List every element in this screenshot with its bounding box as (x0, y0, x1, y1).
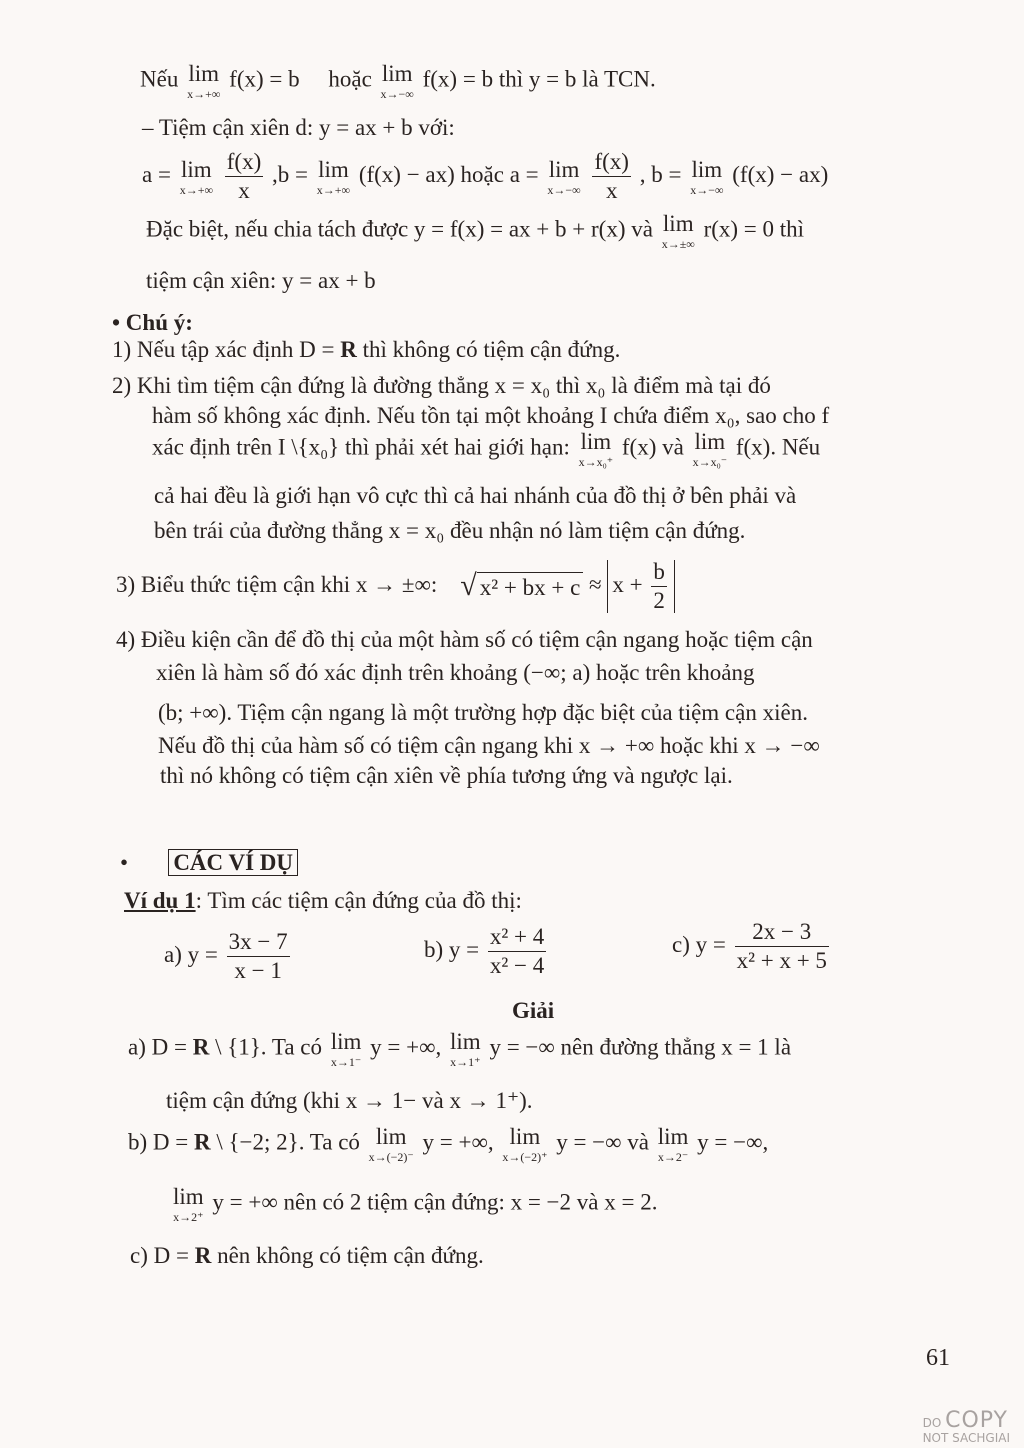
text: a) y = (164, 941, 218, 967)
lim-sub: x→1⁻ (330, 1055, 362, 1069)
watermark-bottom (923, 1432, 1010, 1444)
text: hoặc (328, 66, 372, 92)
text: c) D = (130, 1243, 189, 1268)
text: y = −∞ nên đường thẳng x = 1 là (489, 1034, 792, 1060)
lim-expr (187, 62, 220, 100)
tcn-line (140, 62, 656, 100)
lim-expr (369, 1125, 414, 1163)
lim-expr (547, 158, 580, 196)
example-1-title (124, 888, 522, 914)
text: a = (142, 161, 171, 187)
lim-word: lim (548, 156, 580, 182)
text: \ {−2; 2}. Ta có (216, 1129, 360, 1155)
abs-expr (607, 560, 674, 613)
tcx-special (146, 212, 804, 250)
lim-sub: x→+∞ (316, 182, 351, 197)
note-4-line1: 4) Điều kiện cần để đồ thị của một hàm số có tiệm cận ngang hoặc tiệm cận (116, 627, 813, 652)
lim-word: lim (318, 156, 349, 182)
text: f(x) và (621, 434, 684, 460)
lim-word: lim (173, 1184, 204, 1209)
lim-word: lim (657, 1124, 689, 1149)
note-3 (116, 560, 675, 613)
denominator: x (605, 178, 618, 204)
lim-expr (331, 1030, 362, 1068)
radicand: x² + bx + c (477, 572, 584, 601)
lim-word: lim (381, 61, 413, 86)
numerator: 3x − 7 (227, 930, 290, 957)
text: f(x). Nếu (735, 434, 821, 460)
note-4-line5: thì nó không có tiệm cận xiên về phía tương ứng và ngược lại. (160, 763, 733, 788)
text: Đặc biệt, nếu chia tách được y = f(x) = ax + b + r(x) và (146, 216, 653, 242)
text: (f(x) − ax) hoặc a = (358, 161, 539, 187)
lim-word: lim (375, 1124, 407, 1149)
lim-word: lim (580, 429, 612, 454)
denominator: x² + x + 5 (736, 948, 827, 974)
solution-b-line2 (170, 1185, 657, 1223)
numerator: b (651, 560, 667, 587)
lim-expr (662, 212, 695, 250)
text: : Tìm các tiệm cận đứng của đồ thị: (195, 888, 522, 913)
lim-sub: x→1⁺ (450, 1055, 481, 1069)
bullet: • (120, 850, 129, 875)
text: \ {1}. Ta có (215, 1034, 322, 1060)
lim-sub: x→(−2)⁻ (368, 1150, 414, 1164)
text: f(x) (422, 66, 463, 92)
solution-heading: Giải (512, 998, 555, 1023)
text: 3) Biểu thức tiệm cận khi x → ±∞: (116, 571, 438, 597)
text: c) y = (672, 931, 726, 957)
lim-sub: x→−∞ (547, 182, 581, 197)
examples-heading (120, 850, 298, 876)
lim-word: lim (691, 156, 723, 182)
text: y = −∞ và (556, 1129, 649, 1155)
fraction (592, 150, 630, 203)
text: b) y = (424, 936, 480, 962)
text: , b = (639, 161, 682, 187)
lim-sub: x→−∞ (380, 87, 414, 101)
lim-sub: x→+∞ (187, 87, 221, 101)
set-R: R (194, 1129, 211, 1155)
text: y = +∞, (422, 1129, 494, 1155)
text: (f(x) − ax) (732, 161, 829, 187)
lim-word: lim (662, 211, 694, 236)
lim-expr (450, 1030, 481, 1068)
lim-expr (658, 1125, 689, 1163)
text: = b thì y = b là TCN. (462, 66, 656, 92)
set-R: R (340, 337, 357, 362)
numerator: f(x) (225, 150, 263, 177)
lim-sub: x→−∞ (690, 182, 724, 197)
numerator: f(x) (592, 150, 630, 177)
watermark (923, 1410, 1010, 1444)
lim-word: lim (694, 429, 726, 454)
note-4-line2: xiên là hàm số đó xác định trên khoảng (−∞; a) hoặc trên khoảng (156, 660, 755, 685)
note-1 (112, 337, 620, 363)
lim-sub: x→x₀⁺ (578, 455, 614, 469)
example-1-a (164, 930, 293, 983)
text: ≈ (589, 571, 602, 597)
denominator: x − 1 (234, 958, 282, 984)
lim-sub: x→2⁻ (657, 1150, 689, 1164)
denominator: 2 (653, 588, 665, 614)
text: y = +∞, (370, 1034, 442, 1060)
example-1-b (424, 925, 549, 978)
lim-expr (381, 62, 414, 100)
note-4-line3: (b; +∞). Tiệm cận ngang là một trường hợp đặc biệt của tiệm cận xiên. (158, 700, 808, 725)
note-2-line3 (152, 430, 820, 468)
lim-expr (173, 1185, 204, 1223)
numerator: 2x − 3 (735, 920, 829, 947)
fraction (651, 560, 667, 613)
watermark-do: DO (922, 1416, 942, 1430)
fraction (225, 150, 263, 203)
text: nên không có tiệm cận đứng. (217, 1243, 484, 1268)
sqrt-expr (460, 569, 583, 604)
set-R: R (192, 1034, 210, 1060)
denominator: x² − 4 (489, 953, 545, 979)
watermark-top (923, 1410, 1010, 1432)
solution-a-line2: tiệm cận đứng (khi x → 1− và x → 1⁺). (166, 1088, 533, 1113)
set-R: R (194, 1243, 212, 1268)
fraction (488, 925, 546, 978)
lim-expr (693, 430, 728, 468)
text: y = +∞ nên có 2 tiệm cận đứng: x = −2 và x = 2. (212, 1189, 658, 1215)
text: ,b = (272, 161, 308, 187)
lim-expr (579, 430, 614, 468)
lim-sub: x→x₀⁻ (692, 455, 728, 469)
watermark-site: SACHGIAI (952, 1431, 1010, 1445)
lim-sub: x→2⁺ (173, 1210, 204, 1224)
lim-word: lim (330, 1029, 362, 1054)
text: r(x) = 0 thì (703, 216, 805, 242)
lim-sub: x→(−2)⁺ (502, 1150, 548, 1164)
lim-expr (317, 158, 350, 196)
tcx-result: tiệm cận xiên: y = ax + b (146, 268, 376, 293)
text: x + (612, 571, 643, 597)
numerator: x² + 4 (488, 925, 546, 952)
lim-word: lim (450, 1029, 481, 1054)
text: b) D = (128, 1129, 189, 1155)
tcx-intro: – Tiệm cận xiên d: y = ax + b với: (142, 115, 455, 140)
text: f(x) = b (229, 66, 323, 92)
lim-word: lim (188, 61, 220, 86)
solution-a-line1 (128, 1030, 791, 1068)
note-2-line4: cả hai đều là giới hạn vô cực thì cả hai nhánh của đồ thị ở bên phải và (154, 483, 797, 508)
text: xác định trên I \{x₀} thì phải xét hai giới hạn: (152, 434, 570, 460)
example-1-c (672, 920, 832, 973)
tcx-formula (142, 150, 828, 203)
fraction (227, 930, 290, 983)
note-4-line4: Nếu đồ thị của hàm số có tiệm cận ngang khi x → +∞ hoặc khi x → −∞ (158, 733, 820, 758)
section-heading: CÁC VÍ DỤ (168, 849, 298, 876)
text: a) D = (128, 1034, 187, 1060)
solution-c (130, 1243, 484, 1269)
text: y = −∞, (697, 1129, 769, 1155)
note-2-line2: hàm số không xác định. Nếu tồn tại một khoảng I chứa điểm x₀, sao cho f (152, 403, 830, 428)
watermark-copy: COPY (945, 1408, 1008, 1433)
watermark-not: NOT (922, 1431, 949, 1445)
solution-b-line1 (128, 1125, 768, 1163)
text: Nếu (140, 66, 179, 92)
lim-expr (690, 158, 723, 196)
lim-sub: x→+∞ (179, 182, 214, 197)
page-number: 61 (926, 1345, 950, 1371)
lim-word: lim (509, 1124, 541, 1149)
denominator: x (238, 178, 250, 204)
text: thì không có tiệm cận đứng. (362, 337, 621, 362)
note-2-line1: 2) Khi tìm tiệm cận đứng là đường thẳng x = x₀ thì x₀ là điểm mà tại đó (112, 373, 771, 398)
lim-expr (180, 158, 213, 196)
fraction (735, 920, 829, 973)
note-title: • Chú ý: (112, 310, 193, 335)
text: 1) Nếu tập xác định D = (112, 337, 335, 362)
example-label: Ví dụ 1 (124, 888, 196, 913)
lim-word: lim (181, 156, 212, 182)
lim-sub: x→±∞ (661, 237, 695, 251)
radical-sign: √ (460, 569, 477, 603)
note-2-line5: bên trái của đường thẳng x = x₀ đều nhận nó làm tiệm cận đứng. (154, 518, 746, 543)
lim-expr (502, 1125, 547, 1163)
